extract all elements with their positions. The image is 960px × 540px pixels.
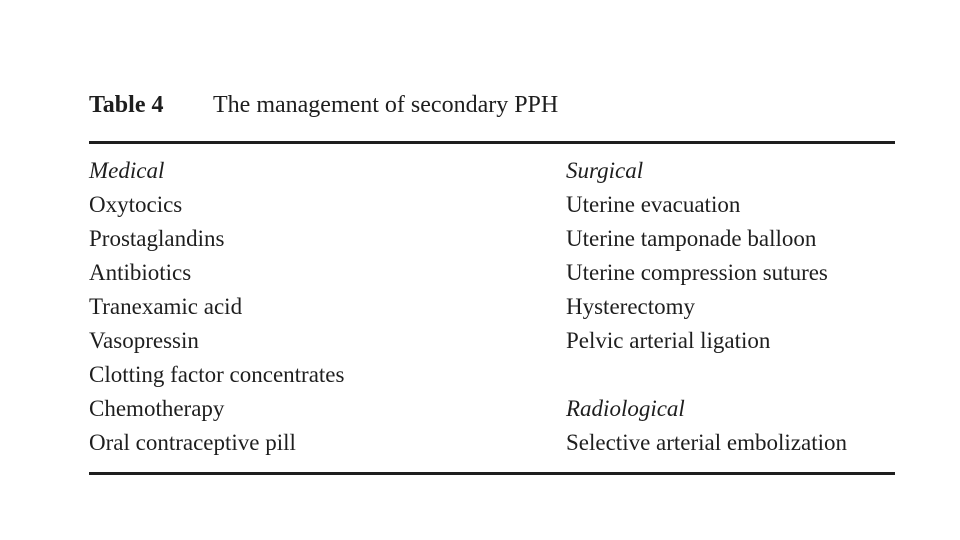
medical-item: Prostaglandins <box>89 226 225 251</box>
medical-item: Chemotherapy <box>89 396 225 421</box>
medical-item: Antibiotics <box>89 260 192 285</box>
surgical-item: Uterine tamponade balloon <box>566 226 817 251</box>
spacer-row <box>566 358 847 392</box>
table-bottom-rule <box>89 472 895 475</box>
medical-item: Vasopressin <box>89 328 199 353</box>
surgical-column <box>566 154 847 460</box>
medical-item: Tranexamic acid <box>89 294 243 319</box>
surgical-item: Pelvic arterial ligation <box>566 328 771 353</box>
surgical-item: Hysterectomy <box>566 294 696 319</box>
table-label: Table 4 <box>89 92 164 118</box>
radiological-item: Selective arterial embolization <box>566 430 847 455</box>
medical-item: Oxytocics <box>89 192 183 217</box>
medical-heading: Medical <box>89 158 165 183</box>
surgical-item: Uterine evacuation <box>566 192 741 217</box>
medical-item: Oral contraceptive pill <box>89 430 296 455</box>
table-title: The management of secondary PPH <box>213 92 559 118</box>
surgical-heading: Surgical <box>566 158 644 183</box>
table-top-rule <box>89 141 895 144</box>
medical-column <box>89 154 344 460</box>
medical-item: Clotting factor concentrates <box>89 362 345 387</box>
table-caption <box>89 90 558 120</box>
surgical-item: Uterine compression sutures <box>566 260 828 285</box>
radiological-heading: Radiological <box>566 396 685 421</box>
